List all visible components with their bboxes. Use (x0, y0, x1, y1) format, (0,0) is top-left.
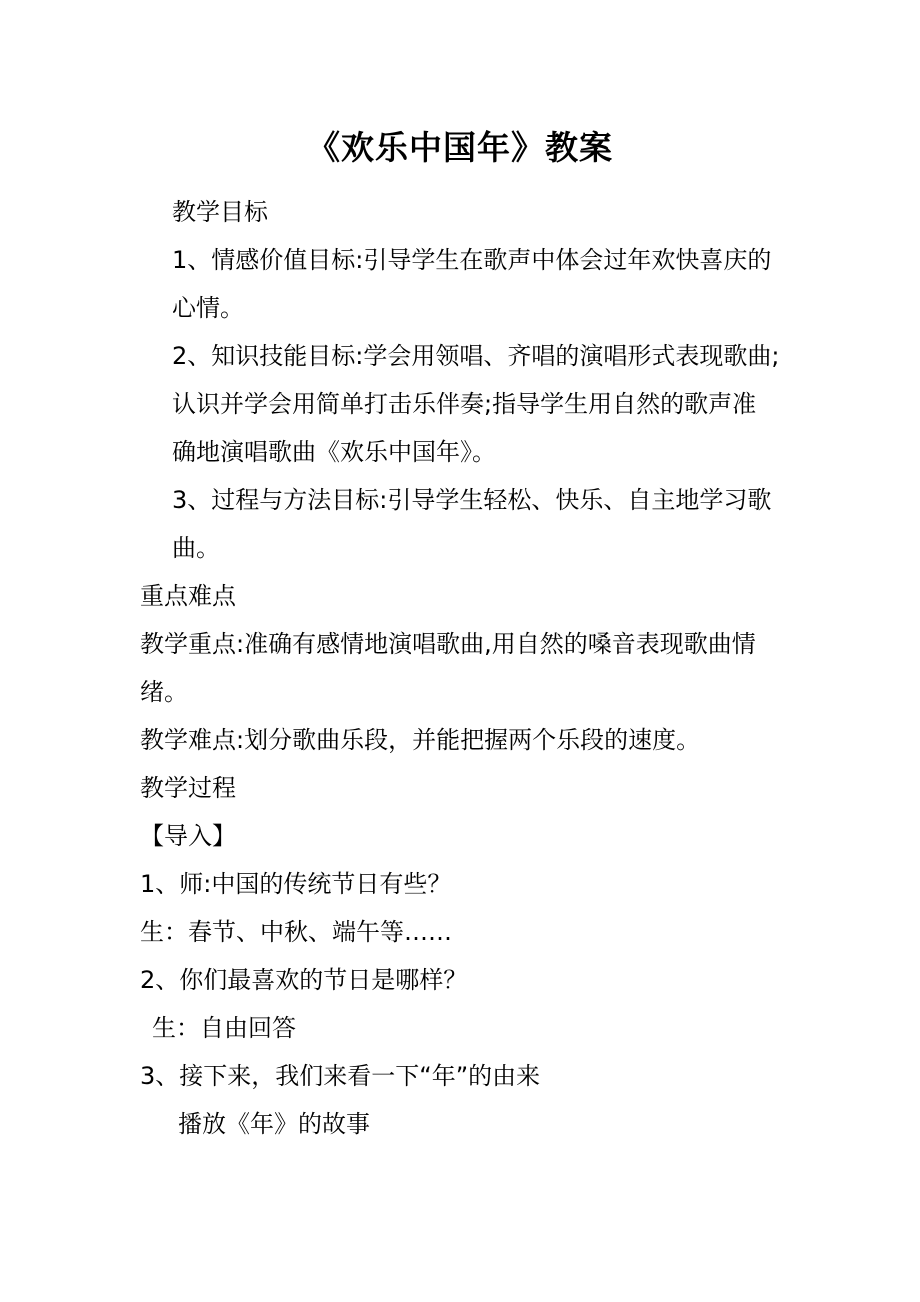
subsection-heading-intro: 【导入】 (140, 822, 236, 850)
paragraph-line: 心情。 (172, 294, 244, 322)
paragraph-line: 教学难点:划分歌曲乐段，并能把握两个乐段的速度。 (140, 726, 701, 754)
paragraph-line: 生：自由回答 (152, 1014, 296, 1042)
paragraph-line: 生：春节、中秋、端午等…… (140, 918, 452, 946)
paragraph-line: 3、过程与方法目标:引导学生轻松、快乐、自主地学习歌 (172, 486, 772, 514)
paragraph-line: 2、知识技能目标:学会用领唱、齐唱的演唱形式表现歌曲; (172, 342, 780, 370)
paragraph-line: 曲。 (172, 534, 220, 562)
paragraph-line: 1、师:中国的传统节日有些？ (140, 870, 452, 898)
paragraph-line: 确地演唱歌曲《欢乐中国年》。 (172, 438, 496, 466)
section-heading-key-points: 重点难点 (140, 582, 236, 610)
paragraph-line: 教学重点:准确有感情地演唱歌曲,用自然的嗓音表现歌曲情 (140, 630, 756, 658)
section-heading-teaching-goals: 教学目标 (172, 198, 268, 226)
document-title: 《欢乐中国年》教案 (307, 128, 613, 167)
paragraph-line: 播放《年》的故事 (178, 1110, 370, 1138)
paragraph-line: 2、你们最喜欢的节日是哪样？ (140, 966, 468, 994)
paragraph-line: 3、接下来，我们来看一下“年”的由来 (140, 1062, 541, 1090)
section-heading-teaching-process: 教学过程 (140, 774, 236, 802)
paragraph-line: 认识并学会用简单打击乐伴奏;指导学生用自然的歌声准 (172, 390, 757, 418)
paragraph-line: 1、情感价值目标:引导学生在歌声中体会过年欢快喜庆的 (172, 246, 772, 274)
paragraph-line: 绪。 (140, 678, 188, 706)
